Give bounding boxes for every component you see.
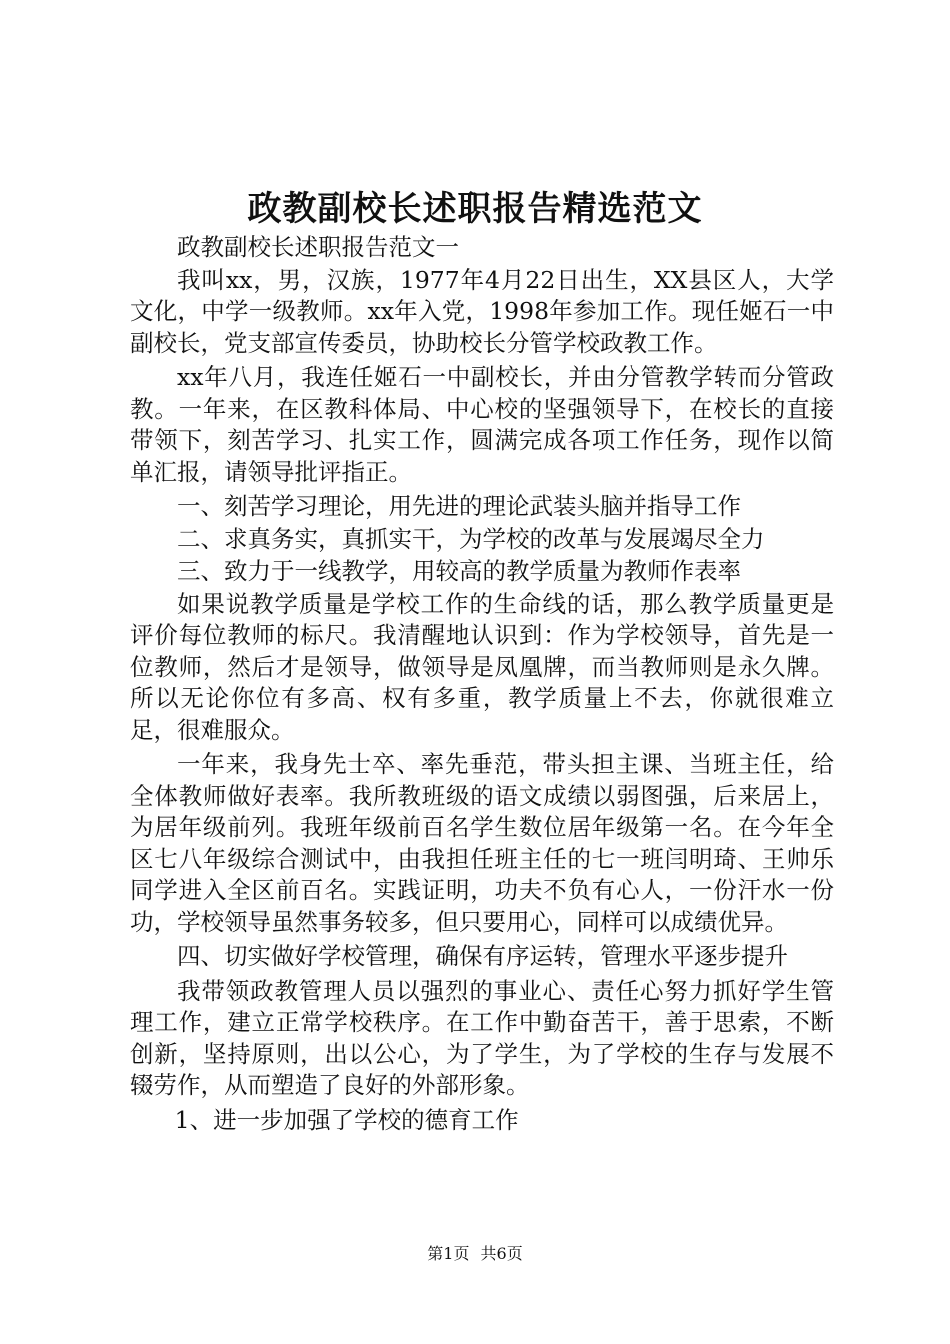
heading-three: 三、致力于一线教学，用较高的教学质量为教师作表率 — [177, 557, 741, 585]
paragraph-summary: xx年八月，我连任姬石一中副校长，并由分管教学转而分管政教。一年来，在区教科体局、中心校的坚强领导下，在校长的直接带领下，刻苦学习、扎实工作，圆满完成各项工作任务，现作以简单汇报，请领导批评指正。 — [130, 363, 834, 486]
paragraph-example: 一年来，我身先士卒、率先垂范，带头担主课、当班主任，给全体教师做好表率。我所教班级的语文成绩以弱图强，后来居上，为居年级前列。我班年级前百名学生数位居年级第一名。在今年全区七八年级综合测试中，由我担任班主任的七一班闫明琦、王帅乐同学进入全区前百名。实践证明，功夫不负有心人，一份汗水一份功，学校领导虽然事务较多，但只要用心，同样可以成绩优异。 — [130, 750, 834, 936]
page-footer — [0, 1243, 950, 1265]
heading-four: 四、切实做好学校管理，确保有序运转，管理水平逐步提升 — [177, 942, 788, 970]
document-body — [130, 232, 834, 1139]
subheading-one: 1、进一步加强了学校的德育工作 — [174, 1105, 519, 1134]
document-title: 政教副校长述职报告精选范文 — [247, 189, 703, 229]
section-subtitle: 政教副校长述职报告范文一 — [177, 233, 459, 261]
paragraph-intro: 我叫xx，男，汉族，1977年4月22日出生，XX县区人，大学文化，中学一级教师。xx年入党，1998年参加工作。现任姬石一中副校长，党支部宣传委员，协助校长分管学校政教工作。 — [130, 265, 834, 357]
paragraph-teaching-quality: 如果说教学质量是学校工作的生命线的话，那么教学质量更是评价每位教师的标尺。我清醒地认识到：作为学校领导，首先是一位教师，然后才是领导，做领导是凤凰牌，而当教师则是永久牌。所以无论你位有多高、权有多重，教学质量上不去，你就很难立足，很难服众。 — [130, 589, 834, 744]
page-total: 共6页 — [480, 1244, 523, 1263]
heading-one: 一、刻苦学习理论，用先进的理论武装头脑并指导工作 — [177, 492, 741, 520]
page-number: 第1页 — [427, 1244, 470, 1263]
heading-two: 二、求真务实，真抓实干，为学校的改革与发展竭尽全力 — [177, 524, 765, 553]
paragraph-management: 我带领政教管理人员以强烈的事业心、责任心努力抓好学生管理工作，建立正常学校秩序。在工作中勤奋苦干，善于思索，不断创新，坚持原则，出以公心，为了学生，为了学校的生存与发展不辍劳作，从而塑造了良好的外部形象。 — [130, 976, 834, 1099]
